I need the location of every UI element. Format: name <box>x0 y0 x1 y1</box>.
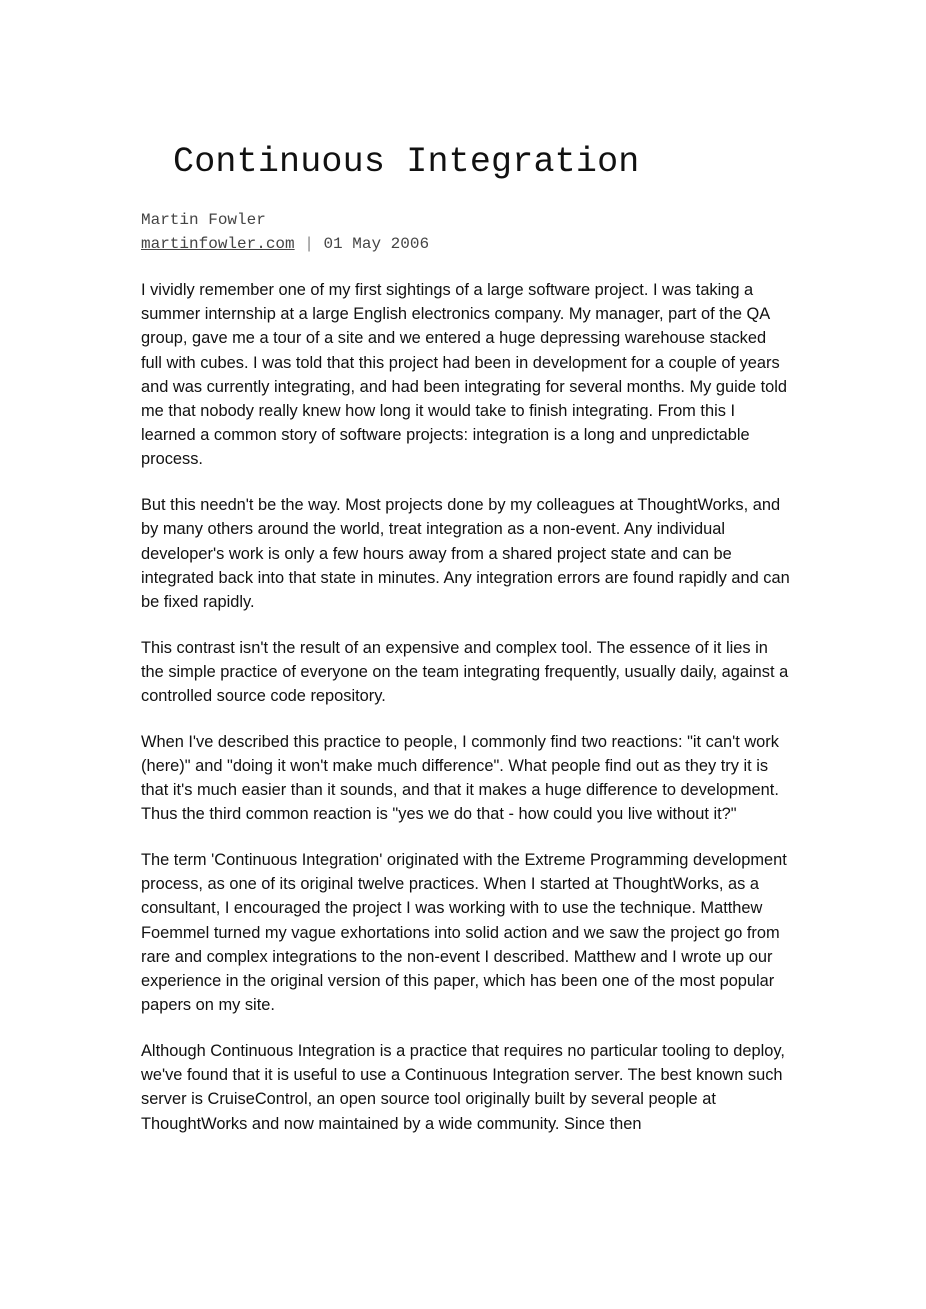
publication-line <box>141 232 429 256</box>
article-title: Continuous Integration <box>173 142 640 182</box>
paragraph: But this needn't be the way. Most projects done by my colleagues at ThoughtWorks, and by many others around the world, treat integration as a non-event. Any individual developer's work is only a few hours away from a shared project state and can be integrated back into that state in minutes. Any integration errors are found rapidly and can be fixed rapidly. <box>141 496 790 611</box>
byline <box>141 208 429 256</box>
paragraph: I vividly remember one of my first sightings of a large software project. I was taking a summer internship at a large English electronics company. My manager, part of the QA group, gave me a tour of a site and we entered a huge depressing warehouse stacked full with cubes. I was told that this project had been in development for a couple of years and was currently integrating, and had been integrating for several months. My guide told me that nobody really knew how long it would take to finish integrating. From this I learned a common story of software projects: integration is a long and unpredictable process. <box>141 281 787 469</box>
site-link[interactable]: martinfowler.com <box>141 235 295 253</box>
author-name: Martin Fowler <box>141 211 266 229</box>
paragraph: When I've described this practice to people, I commonly find two reactions: "it can't work (here)" and "doing it won't make much difference". What people find out as they try it is that it's much easier than it sounds, and that it makes a huge difference to development. Thus the third common reaction is "yes we do that - how could you live without it?" <box>141 732 779 824</box>
byline-separator: | <box>304 235 314 253</box>
publication-date: 01 May 2006 <box>323 235 430 253</box>
article-body <box>141 278 791 1157</box>
paragraph: This contrast isn't the result of an expensive and complex tool. The essence of it lies in the simple practice of everyone on the team integrating frequently, usually daily, against a controlled source code repository. <box>141 638 789 706</box>
paragraph: The term 'Continuous Integration' originated with the Extreme Programming development process, as one of its original twelve practices. When I started at ThoughtWorks, as a consultant, I encouraged the project I was working with to use the technique. Matthew Foemmel turned my vague exhortations into solid action and we saw the project go from rare and complex integrations to the non-event I described. Matthew and I wrote up our experience in the original version of this paper, which has been one of the most popular papers on my site. <box>141 851 787 1015</box>
paragraph: Although Continuous Integration is a practice that requires no particular tooling to deploy, we've found that it is useful to use a Continuous Integration server. The best known such server is CruiseControl, an open source tool originally built by several people at ThoughtWorks and now maintained by a wide community. Since then <box>141 1041 785 1133</box>
